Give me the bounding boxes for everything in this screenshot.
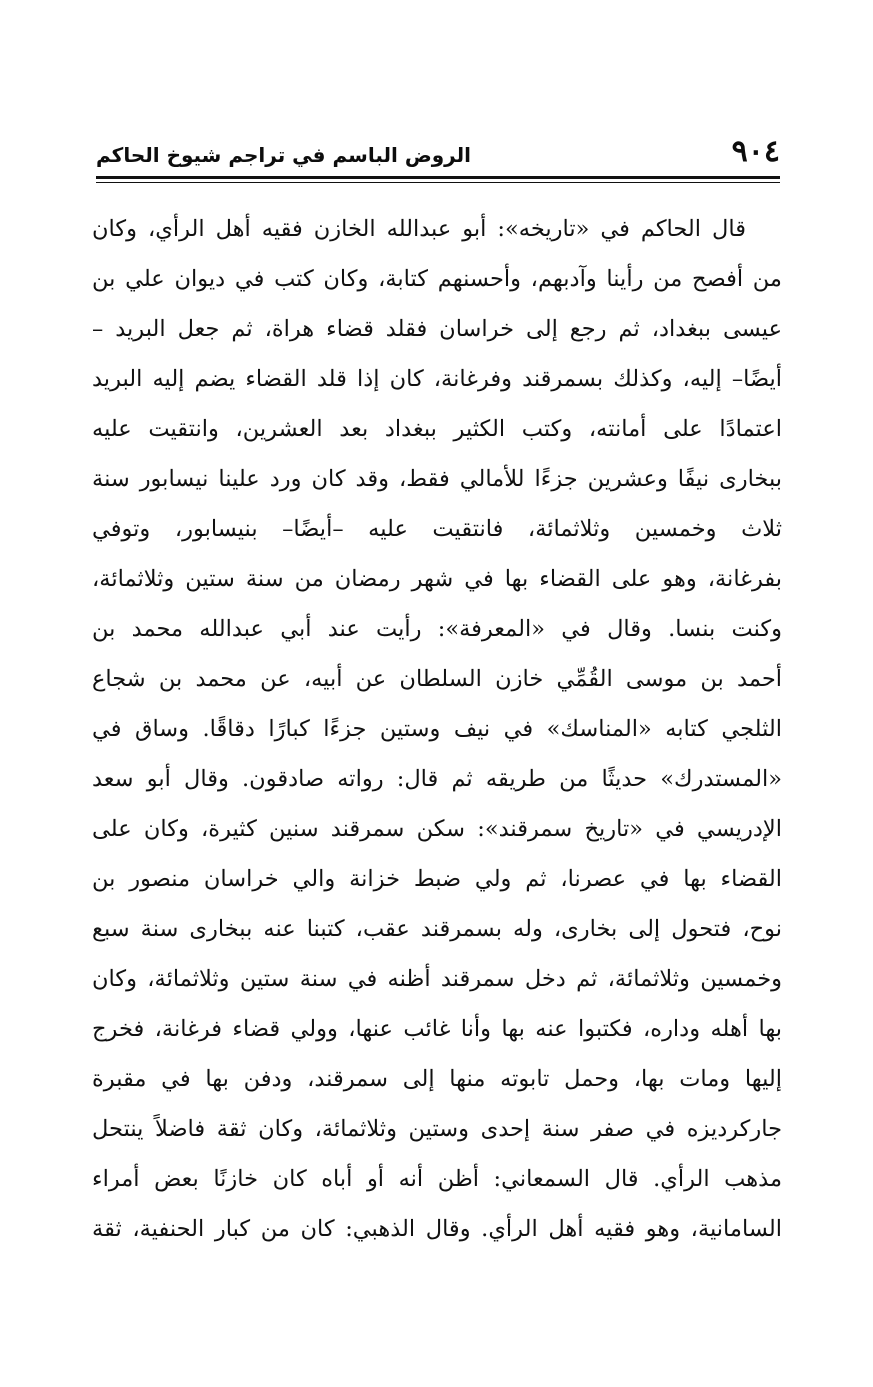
text-line: نوح، فتحول إلى بخارى، وله بسمرقند عقب، كتبنا عنه ببخارى سنة سبع <box>92 916 782 942</box>
text-line: «المستدرك» حديثًا من طريقه ثم قال: رواته صادقون. وقال أبو سعد <box>92 766 782 792</box>
text-line: عيسى ببغداد، ثم رجع إلى خراسان فقلد قضاء هراة، ثم جعل البريد – <box>92 316 782 342</box>
text-line: بها أهله وداره، فكتبوا عنه بها وأنا غائب عنها، وولي قضاء فرغانة، فخرج <box>92 1016 782 1042</box>
text-line: إليها ومات بها، وحمل تابوته منها إلى سمرقند، ودفن بها في مقبرة <box>92 1066 782 1092</box>
text-line: بفرغانة، وهو على القضاء بها في شهر رمضان من سنة ستين وثلاثمائة، <box>92 566 782 592</box>
text-line: القضاء بها في عصرنا، ثم ولي ضبط خزانة والي خراسان منصور بن <box>92 866 782 892</box>
text-line: وكنت بنسا. وقال في «المعرفة»: رأيت عند أبي عبدالله محمد بن <box>92 616 782 642</box>
text-line: من أفصح من رأينا وآدبهم، وأحسنهم كتابة، وكان كتب في ديوان علي بن <box>92 266 782 292</box>
text-line: قال الحاكم في «تاريخه»: أبو عبدالله الخازن فقيه أهل الرأي، وكان <box>92 216 746 242</box>
text-line: السامانية، وهو فقيه أهل الرأي. وقال الذهبي: كان من كبار الحنفية، ثقة <box>92 1216 782 1242</box>
running-title: الروض الباسم في تراجم شيوخ الحاكم <box>96 143 471 167</box>
text-line: أحمد بن موسى القُمِّي خازن السلطان عن أبيه، عن محمد بن شجاع <box>92 666 782 692</box>
text-line: وخمسين وثلاثمائة، ثم دخل سمرقند أظنه في سنة ستين وثلاثمائة، وكان <box>92 966 782 992</box>
running-header <box>96 128 780 174</box>
header-rule-thin <box>96 182 780 183</box>
text-line: ببخارى نيفًا وعشرين جزءًا للأمالي فقط، وقد كان ورد علينا نيسابور سنة <box>92 466 782 492</box>
text-line: جاركرديزه في صفر سنة إحدى وستين وثلاثمائة، وكان ثقة فاضلاً ينتحل <box>92 1116 782 1142</box>
body-text <box>92 204 782 1254</box>
text-line: أيضًا– إليه، وكذلك بسمرقند وفرغانة، كان إذا قلد القضاء يضم إليه البريد <box>92 366 782 392</box>
text-line: الإدريسي في «تاريخ سمرقند»: سكن سمرقند سنين كثيرة، وكان على <box>92 816 782 842</box>
text-line: ثلاث وخمسين وثلاثمائة، فانتقيت عليه –أيضًا– بنيسابور، وتوفي <box>92 516 782 542</box>
text-line: مذهب الرأي. قال السمعاني: أظن أنه أو أباه كان خازنًا بعض أمراء <box>92 1166 782 1192</box>
page-number: ٩٠٤ <box>731 134 780 169</box>
text-line: الثلجي كتابه «المناسك» في نيف وستين جزءًا كبارًا دقاقًا. وساق في <box>92 716 782 742</box>
header-rule-thick <box>96 176 780 179</box>
text-line: اعتمادًا على أمانته، وكتب الكثير ببغداد بعد العشرين، وانتقيت عليه <box>92 416 782 442</box>
